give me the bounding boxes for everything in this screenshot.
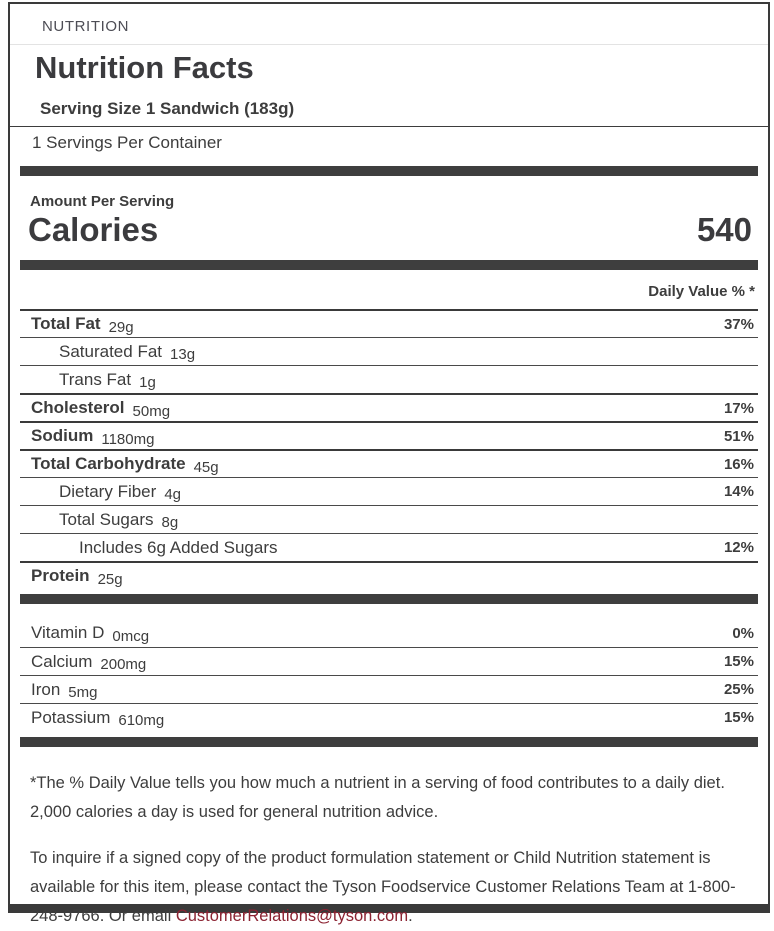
vitamin-daily-value: 15% xyxy=(723,653,754,671)
vitamin-amount: 5mg xyxy=(68,684,98,702)
vitamin-row xyxy=(20,675,758,703)
nutrition-panel xyxy=(8,2,770,926)
vitamin-name: Potassium xyxy=(31,707,111,727)
customer-relations-email-link[interactable]: CustomerRelations@tyson.com xyxy=(175,907,409,926)
nutrient-name: Saturated Fat xyxy=(59,341,163,361)
nutrient-row xyxy=(20,533,758,561)
nutrient-row xyxy=(20,393,758,421)
nutrient-daily-value: 16% xyxy=(723,455,754,473)
inquiry-text: To inquire if a signed copy of the product formulation statement or Child Nutrition statement is available for this item, please contact the Tyson Foodservice Customer Relations Team at 1-800-248-9766. Or email xyxy=(30,849,736,926)
nutrient-row xyxy=(20,561,758,589)
vitamin-daily-value: 15% xyxy=(723,709,754,727)
nutrient-amount: 45g xyxy=(193,458,219,476)
calories-value: 540 xyxy=(696,211,752,249)
inquiry-footnote xyxy=(30,844,748,931)
nutrient-row xyxy=(20,421,758,449)
vitamin-name: Iron xyxy=(31,679,61,699)
thick-divider-bar xyxy=(20,260,758,270)
nutrient-amount: 29g xyxy=(108,318,134,336)
nutrient-amount: 8g xyxy=(161,514,179,532)
thick-divider-bar xyxy=(20,737,758,747)
nutrient-amount: 25g xyxy=(97,570,123,588)
vitamin-daily-value: 25% xyxy=(723,681,754,699)
nutrient-name: Total Fat xyxy=(31,314,101,334)
nutrient-name: Dietary Fiber xyxy=(59,481,157,501)
vitamin-daily-value: 0% xyxy=(732,624,754,642)
nutrient-amount: 1g xyxy=(139,374,156,392)
nutrient-name: Total Sugars xyxy=(59,509,154,529)
nutrient-name: Trans Fat xyxy=(59,369,132,389)
vitamin-amount: 200mg xyxy=(100,656,147,674)
daily-value-header: Daily Value % * xyxy=(648,283,755,301)
nutrient-amount: 50mg xyxy=(132,402,171,420)
nutrient-name: Total Carbohydrate xyxy=(31,454,186,474)
nutrient-daily-value: 12% xyxy=(723,539,754,557)
nutrient-table xyxy=(20,309,758,589)
nutrient-row xyxy=(20,309,758,337)
nutrient-daily-value: 51% xyxy=(723,427,754,445)
nutrient-row xyxy=(20,449,758,477)
inquiry-text-suffix: . xyxy=(408,907,413,926)
vitamin-name: Calcium xyxy=(31,651,93,671)
header-divider xyxy=(10,44,768,45)
nutrient-row xyxy=(20,477,758,505)
nutrient-daily-value: 17% xyxy=(723,399,754,417)
thick-divider-bar xyxy=(20,594,758,604)
nutrient-row xyxy=(20,365,758,393)
nutrient-name: Includes 6g Added Sugars xyxy=(79,537,278,557)
nutrient-amount: 4g xyxy=(164,486,181,504)
vitamin-row xyxy=(20,647,758,675)
nutrient-name: Sodium xyxy=(31,426,94,446)
serving-size-divider xyxy=(10,126,768,127)
daily-value-footnote: *The % Daily Value tells you how much a nutrient in a serving of food contributes to a daily diet. 2,000 calories a day is used for general nutrition advice. xyxy=(30,774,725,822)
servings-per-container: 1 Servings Per Container xyxy=(32,133,222,153)
amount-per-serving-label: Amount Per Serving xyxy=(30,193,175,211)
nutrient-amount: 13g xyxy=(170,346,196,364)
nutrient-daily-value: 14% xyxy=(723,483,754,501)
serving-size: Serving Size 1 Sandwich (183g) xyxy=(40,99,295,119)
section-label: NUTRITION xyxy=(42,18,130,35)
nutrient-name: Protein xyxy=(31,566,90,586)
nutrient-name: Cholesterol xyxy=(31,398,125,418)
vitamin-amount: 610mg xyxy=(118,712,165,730)
vitamin-row xyxy=(20,703,758,731)
nutrient-amount: 1180mg xyxy=(101,430,155,448)
vitamin-amount: 0mcg xyxy=(112,627,150,645)
nutrient-row xyxy=(20,505,758,533)
vitamin-name: Vitamin D xyxy=(31,623,105,643)
thick-divider-bar xyxy=(20,166,758,176)
nutrient-daily-value: 37% xyxy=(723,315,754,333)
calories-row xyxy=(28,211,752,249)
vitamin-table xyxy=(20,619,758,731)
nutrient-row xyxy=(20,337,758,365)
vitamin-row xyxy=(20,619,758,647)
nutrition-facts-title: Nutrition Facts xyxy=(35,50,254,85)
calories-label: Calories xyxy=(28,211,159,249)
